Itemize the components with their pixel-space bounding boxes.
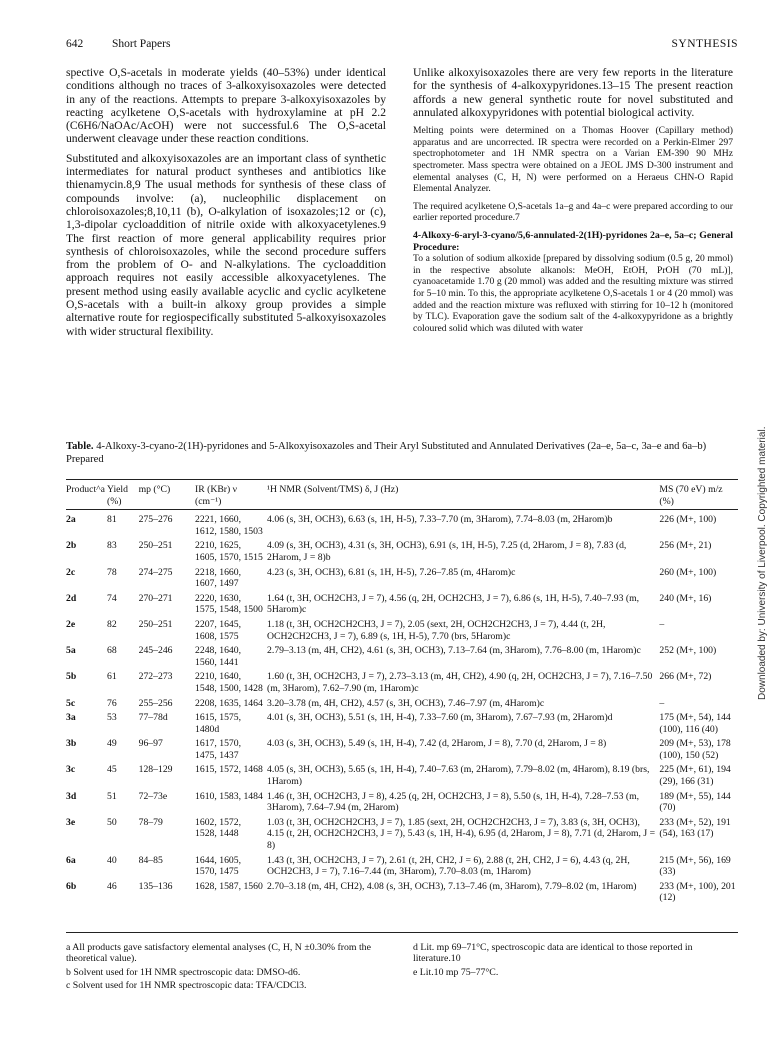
cell-mp: 255–256 bbox=[138, 697, 173, 709]
cell-ms: 233 (M+, 52), 191 (54), 163 (17) bbox=[659, 816, 731, 840]
cell-yield: 50 bbox=[106, 816, 117, 828]
paragraph: spective O,S-acetals in moderate yields (40–53%) under identical conditions although no traces of 3-alkoxyisoxazoles were detected in any of the reactions. Attempts to prepare 3-alkoxyisoxazoles by reacting acylketene O,S-acetals with hydroxylamine at pH 2.2 (C6H6/NaOAc/AcOH) were not successful.6 The O,S-acetal underwent cleavage under these reaction conditions. bbox=[66, 66, 386, 146]
cell-nmr: 1.43 (t, 3H, OCH2CH3, J = 7), 2.61 (t, 2H, CH2, J = 6), 2.88 (t, 2H, CH2, J = 6), 4.43 (q, 2H, OCH2CH3, J = 7), 7.16–7.44 (m, 3Harom), 7.70–8.03 (m, 1Harom) bbox=[267, 854, 630, 878]
table-top-rule bbox=[66, 479, 738, 480]
table-row bbox=[66, 645, 738, 671]
cell-mp: 84–85 bbox=[138, 854, 163, 866]
cell-mp: 270–271 bbox=[138, 592, 173, 604]
footnotes-left bbox=[66, 942, 396, 994]
cell-ir: 1602, 1572, 1528, 1448 bbox=[195, 816, 242, 840]
cell-product: 3a bbox=[66, 712, 76, 724]
cell-yield: 78 bbox=[106, 566, 117, 578]
col-header-mp: mp (°C) bbox=[138, 484, 171, 495]
cell-mp: 135–136 bbox=[138, 880, 173, 892]
intro-paragraph: Unlike alkoxyisoxazoles there are very few reports in the literature for the synthesis of 4-alkoxypyridones.13–15 The present reaction affords a new general synthetic route for novel substituted and annulated alkoxypyridones with potential biological activity. bbox=[413, 66, 733, 119]
cell-yield: 53 bbox=[106, 712, 117, 724]
cell-mp: 78–79 bbox=[138, 816, 163, 828]
cell-nmr: 1.64 (t, 3H, OCH2CH3, J = 7), 4.56 (q, 2H, OCH2CH3, J = 7), 6.86 (s, 1H, H-5), 7.40–7.93 (m, 5Harom)c bbox=[267, 592, 640, 616]
col-header-yield: Yield (%) bbox=[106, 484, 128, 507]
cell-product: 2d bbox=[66, 592, 77, 604]
cell-mp: 250–251 bbox=[138, 540, 173, 552]
table-row bbox=[66, 671, 738, 697]
table-row bbox=[66, 881, 738, 907]
cell-nmr: 2.79–3.13 (m, 4H, CH2), 4.61 (s, 3H, OCH3), 7.13–7.64 (m, 3Harom), 7.76–8.00 (m, 1Harom)c bbox=[267, 645, 641, 657]
cell-product: 2e bbox=[66, 618, 76, 630]
footnote: b Solvent used for 1H NMR spectroscopic data: DMSO-d6. bbox=[66, 966, 301, 978]
cell-ms: 215 (M+, 56), 169 (33) bbox=[659, 854, 731, 878]
cell-ir: 2207, 1645, 1608, 1575 bbox=[195, 618, 242, 642]
cell-yield: 40 bbox=[106, 854, 117, 866]
table-caption-text: 4-Alkoxy-3-cyano-2(1H)-pyridones and 5-Alkoxyisoxazoles and Their Aryl Substituted and Annulated Derivatives (2a–e, 5a–c, 3a–e and 6a–b) Prepared bbox=[66, 441, 707, 465]
table-caption-label: Table. bbox=[66, 441, 94, 452]
table-row bbox=[66, 514, 738, 540]
cell-mp: 72–73e bbox=[138, 790, 168, 802]
footnote: c Solvent used for 1H NMR spectroscopic data: TFA/CDCl3. bbox=[66, 980, 307, 992]
cell-mp: 272–273 bbox=[138, 671, 173, 683]
cell-mp: 250–251 bbox=[138, 618, 173, 630]
cell-ir: 1644, 1605, 1570, 1475 bbox=[195, 854, 242, 878]
cell-yield: 46 bbox=[106, 880, 117, 892]
cell-ms: 233 (M+, 100), 201 (12) bbox=[659, 880, 736, 904]
data-table bbox=[66, 484, 738, 907]
page-number: 642 bbox=[66, 38, 84, 50]
cell-nmr: 4.03 (s, 3H, OCH3), 5.49 (s, 1H, H-4), 7.42 (d, 2Harom, J = 8), 7.70 (d, 2Harom, J = 8) bbox=[267, 738, 607, 750]
cell-mp: 96–97 bbox=[138, 738, 163, 750]
cell-ir: 2210, 1625, 1605, 1570, 1515 bbox=[195, 540, 263, 563]
section-title: Short Papers bbox=[112, 38, 171, 50]
footnote: e Lit.10 mp 75–77°C. bbox=[413, 966, 499, 978]
cell-mp: 128–129 bbox=[138, 764, 173, 776]
cell-ms: 256 (M+, 21) bbox=[659, 540, 712, 552]
cell-ms: 240 (M+, 16) bbox=[659, 592, 712, 604]
cell-mp: 274–275 bbox=[138, 566, 173, 578]
procedure-text: To a solution of sodium alkoxide [prepared by dissolving sodium (0.5 g, 20 mmol) in the respective absolute alkanols: MeOH, EtOH, PrOH (70 mL)], cyanoacetamide 1.70 g (20 mmol) was added and the resulting mixture was stirred for 5–10 min. To this, the appropriate acylketene O,S-acetals 1 or 4 (20 mmol) was added and the reaction mixture was refluxed with stirring for 10–12 h (monitored by TLC). Evaporation gave the sodium salt of the 4-alkoxypyridone as a brightly coloured solid which was diluted with water bbox=[413, 253, 733, 334]
cell-ms: – bbox=[659, 618, 665, 630]
cell-ms: 266 (M+, 72) bbox=[659, 671, 712, 683]
table-row bbox=[66, 764, 738, 790]
cell-nmr: 4.09 (s, 3H, OCH3), 4.31 (s, 3H, OCH3), 6.91 (s, 1H, H-5), 7.25 (d, 2Harom, J = 8), 7.83 (d, 2Harom, J = 8)b bbox=[267, 540, 627, 563]
footnotes-right bbox=[413, 942, 738, 980]
cell-product: 3c bbox=[66, 764, 76, 776]
download-watermark: Downloaded by: University of Liverpool. Copyrighted material. bbox=[757, 426, 768, 700]
cell-yield: 68 bbox=[106, 645, 117, 657]
cell-yield: 83 bbox=[106, 540, 117, 552]
table-row bbox=[66, 698, 738, 713]
col-header-product: Product^a bbox=[66, 484, 105, 495]
cell-yield: 51 bbox=[106, 790, 117, 802]
cell-product: 2c bbox=[66, 566, 76, 578]
cell-ms: 189 (M+, 55), 144 (70) bbox=[659, 790, 731, 814]
cell-ir: 1615, 1575, 1480d bbox=[195, 712, 242, 735]
table-row bbox=[66, 619, 738, 645]
col-header-nmr: ¹H NMR (Solvent/TMS) δ, J (Hz) bbox=[267, 484, 399, 495]
left-column bbox=[66, 66, 386, 344]
table-caption bbox=[66, 440, 738, 466]
experimental-paragraph: Melting points were determined on a Thomas Hoover (Capillary method) apparatus and are uncorrected. IR spectra were recorded on a Perkin-Elmer 297 spectrophotometer and 1H NMR spectra on a Varian EM-390 90 MHz spectrometer. Mass spectra were obtained on a JEOL JMS D-300 instrument and elemental analyses (C, H, N) were performed on a Heraeus CHN-O Rapid Elemental Analyzer. bbox=[413, 125, 733, 195]
table-bottom-rule bbox=[66, 932, 738, 933]
paragraph: Substituted and alkoxyisoxazoles are an important class of synthetic intermediates for natural product syntheses and antibiotics like thienamycin.8,9 The usual methods for synthesis of these class of compounds involve: (a), nucleophilic displacement on chloroisoxazoles;8,10,11 (b), O-alkylation of isoxazoles;12 or (c), 1,3-dipolar cycloaddition of nitrile oxide with alkoxyacetylenes.9 The first reaction of more general applicability requires prior synthesis of chloroisoxazoles, while the second procedure suffers from the problem of O- and N-alkylations. The cycloaddition approach requires not easily accessible alkoxyacetylenes. The present method using easily available acyclic and cyclic acylketene O,S-acetals with a built-in alkoxy group provides a simple alternative route for regiospecifically substituted 5-alkoxyisoxazoles with wider structural flexibility. bbox=[66, 151, 386, 338]
cell-product: 5c bbox=[66, 697, 76, 709]
footnote: d Lit. mp 69–71°C, spectroscopic data are identical to those reported in literature.10 bbox=[413, 942, 693, 965]
table-row bbox=[66, 817, 738, 855]
cell-ms: 252 (M+, 100) bbox=[659, 645, 717, 657]
cell-nmr: 4.06 (s, 3H, OCH3), 6.63 (s, 1H, H-5), 7.33–7.70 (m, 3Harom), 7.74–8.03 (m, 2Harom)b bbox=[267, 514, 613, 526]
cell-nmr: 4.23 (s, 3H, OCH3), 6.81 (s, 1H, H-5), 7.26–7.85 (m, 4Harom)c bbox=[267, 566, 516, 578]
cell-product: 6b bbox=[66, 880, 77, 892]
cell-ir: 2248, 1640, 1560, 1441 bbox=[195, 645, 242, 668]
cell-ir: 2220, 1630, 1575, 1548, 1500 bbox=[195, 592, 263, 616]
table-row bbox=[66, 791, 738, 817]
table-row bbox=[66, 567, 738, 593]
cell-ir: 1610, 1583, 1484 bbox=[195, 790, 263, 802]
table-header-row bbox=[66, 484, 738, 507]
cell-mp: 77–78d bbox=[138, 712, 168, 724]
footnote: a All products gave satisfactory elemental analyses (C, H, N ±0.30% from the theoretical value). bbox=[66, 942, 371, 965]
col-header-ms: MS (70 eV) m/z (%) bbox=[659, 484, 723, 507]
cell-nmr: 1.60 (t, 3H, OCH2CH3, J = 7), 2.73–3.13 (m, 4H, CH2), 4.90 (q, 2H, OCH2CH3, J = 7), 7.16–7.50 (m, 3Harom), 7.62–7.90 (m, 1Harom)c bbox=[267, 671, 653, 694]
cell-ms: 225 (M+, 61), 194 (29), 166 (31) bbox=[659, 764, 731, 788]
cell-ir: 2218, 1660, 1607, 1497 bbox=[195, 566, 242, 590]
table-header-rule bbox=[66, 509, 738, 510]
cell-product: 3e bbox=[66, 816, 76, 828]
cell-product: 3d bbox=[66, 790, 77, 802]
cell-nmr: 4.01 (s, 3H, OCH3), 5.51 (s, 1H, H-4), 7.33–7.60 (m, 3Harom), 7.67–7.93 (m, 2Harom)d bbox=[267, 712, 613, 724]
cell-yield: 49 bbox=[106, 738, 117, 750]
table-row bbox=[66, 855, 738, 881]
cell-ms: 175 (M+, 54), 144 (100), 116 (40) bbox=[659, 712, 731, 735]
cell-ir: 1628, 1587, 1560 bbox=[195, 880, 263, 892]
cell-ms: 226 (M+, 100) bbox=[659, 514, 717, 526]
cell-mp: 245–246 bbox=[138, 645, 173, 657]
cell-nmr: 3.20–3.78 (m, 4H, CH2), 4.57 (s, 3H, OCH3), 7.46–7.97 (m, 4Harom)c bbox=[267, 697, 545, 709]
cell-yield: 45 bbox=[106, 764, 117, 776]
cell-product: 5b bbox=[66, 671, 77, 683]
table-row bbox=[66, 738, 738, 764]
cell-yield: 74 bbox=[106, 592, 117, 604]
cell-nmr: 4.05 (s, 3H, OCH3), 5.65 (s, 1H, H-4), 7.40–7.63 (m, 2Harom), 7.79–8.02 (m, 4Harom), 8.19 (brs, 1Harom) bbox=[267, 764, 650, 788]
cell-ir: 2208, 1635, 1464 bbox=[195, 697, 263, 709]
prep-note: The required acylketene O,S-acetals 1a–g and 4a–c were prepared according to our earlier reported procedure.7 bbox=[413, 200, 733, 224]
cell-ir: 2221, 1660, 1612, 1580, 1503 bbox=[195, 514, 263, 537]
table-row bbox=[66, 593, 738, 619]
col-header-ir: IR (KBr) ν (cm⁻¹) bbox=[195, 484, 238, 507]
procedure-heading: 4-Alkoxy-6-aryl-3-cyano/5,6-annulated-2(1H)-pyridones 2a–e, 5a–c; General Procedure: bbox=[413, 229, 733, 253]
cell-product: 3b bbox=[66, 738, 77, 750]
cell-yield: 81 bbox=[106, 514, 117, 526]
cell-ms: – bbox=[659, 697, 665, 709]
cell-ms: 209 (M+, 53), 178 (100), 150 (52) bbox=[659, 738, 731, 761]
journal-name: SYNTHESIS bbox=[671, 38, 738, 50]
cell-yield: 76 bbox=[106, 697, 117, 709]
cell-ir: 1617, 1570, 1475, 1437 bbox=[195, 738, 242, 761]
cell-product: 5a bbox=[66, 645, 76, 657]
cell-product: 2b bbox=[66, 540, 77, 552]
cell-yield: 61 bbox=[106, 671, 117, 683]
cell-nmr: 1.46 (t, 3H, OCH2CH3, J = 8), 4.25 (q, 2H, OCH2CH3, J = 8), 5.50 (s, 1H, H-4), 7.28–7.53 (m, 3Harom), 7.64–7.94 (m, 2Harom) bbox=[267, 790, 640, 814]
cell-nmr: 2.70–3.18 (m, 4H, CH2), 4.08 (s, 3H, OCH3), 7.13–7.46 (m, 3Harom), 7.79–8.02 (m, 1Harom) bbox=[267, 880, 637, 892]
cell-mp: 275–276 bbox=[138, 514, 173, 526]
cell-ir: 1615, 1572, 1468 bbox=[195, 764, 263, 776]
cell-nmr: 1.03 (t, 3H, OCH2CH2CH3, J = 7), 1.85 (sext, 2H, OCH2CH2CH3, J = 7), 3.83 (s, 3H, OCH3), 4.15 (t, 2H, OCH2CH2CH3, J = 7), 5.43 (s, 1H, H-4), 6.95 (d, 2Harom, J = 8), 7.71 (d, 2Harom, J = 8) bbox=[267, 816, 656, 852]
cell-product: 6a bbox=[66, 854, 76, 866]
cell-ms: 260 (M+, 100) bbox=[659, 566, 717, 578]
cell-product: 2a bbox=[66, 514, 76, 526]
table-row bbox=[66, 540, 738, 566]
cell-ir: 2210, 1640, 1548, 1500, 1428 bbox=[195, 671, 263, 694]
cell-nmr: 1.18 (t, 3H, OCH2CH2CH3, J = 7), 2.05 (sext, 2H, OCH2CH2CH3, J = 7), 4.44 (t, 2H, OCH2CH2CH3, J = 7), 6.89 (s, 1H, H-5), 7.70 (brs, 5Harom)c bbox=[267, 618, 606, 642]
cell-yield: 82 bbox=[106, 618, 117, 630]
table-row bbox=[66, 712, 738, 738]
right-column bbox=[413, 66, 733, 340]
